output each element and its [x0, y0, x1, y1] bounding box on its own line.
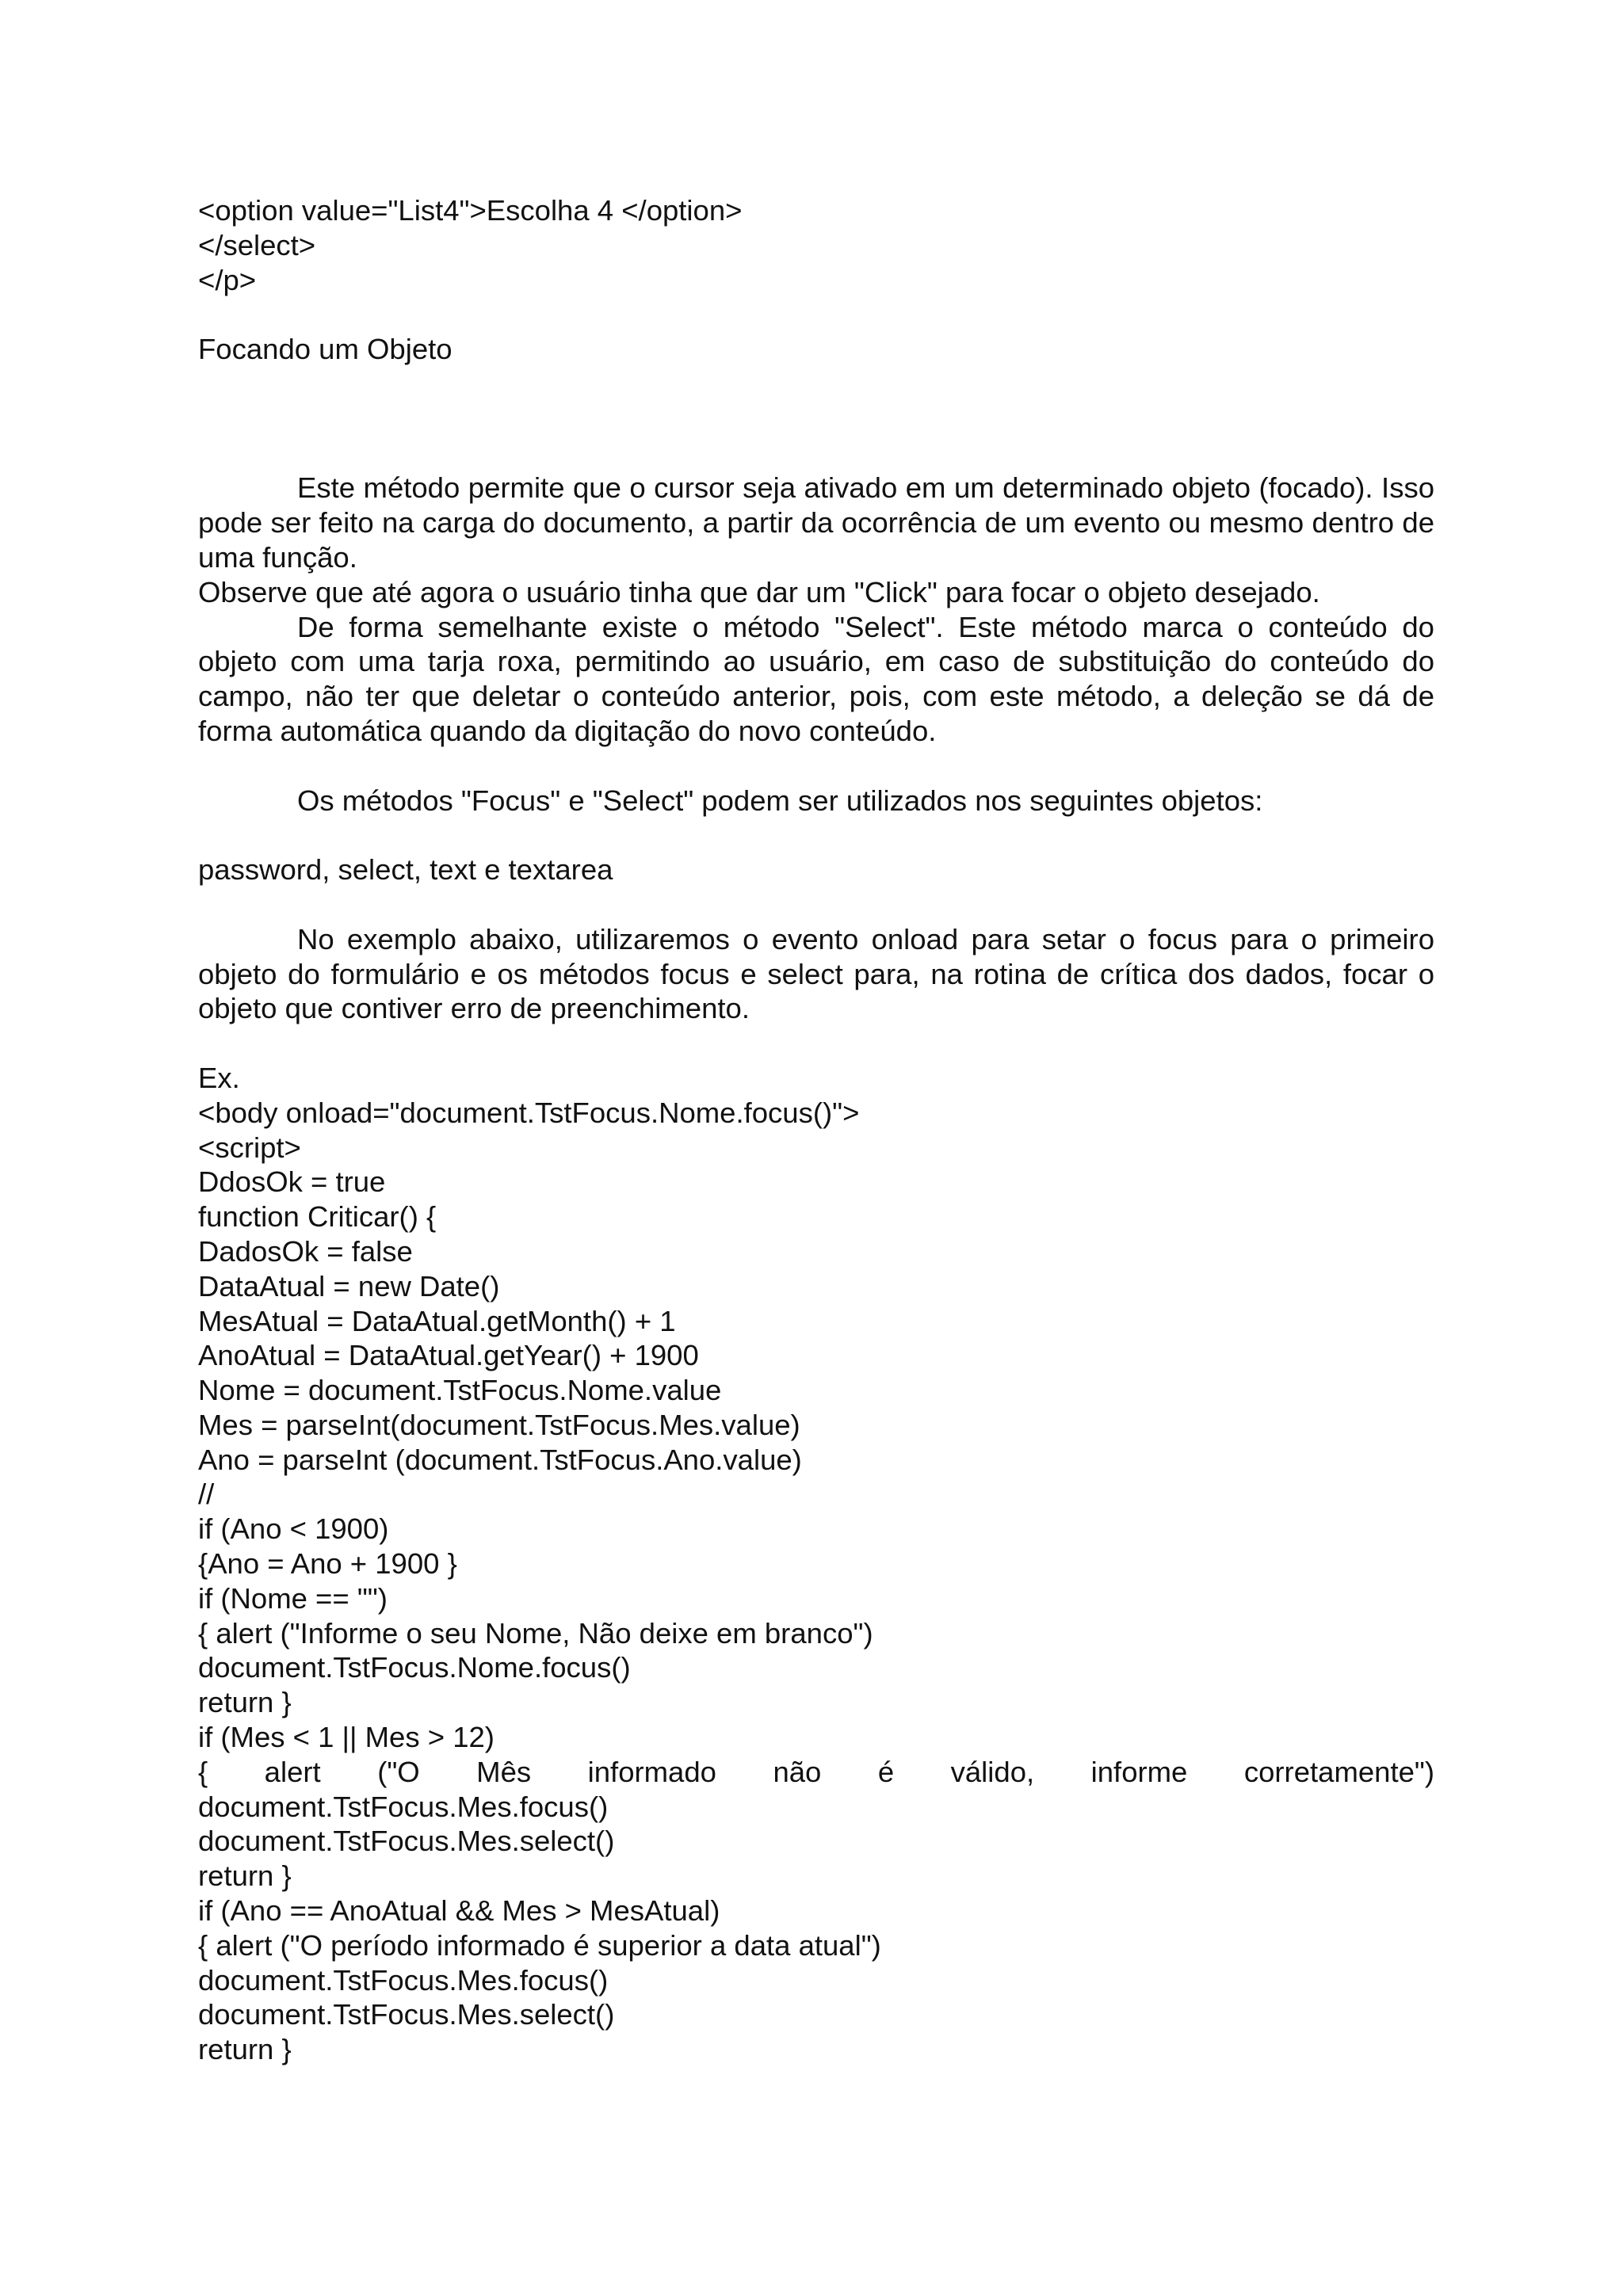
code-line: { alert ("O período informado é superior a data atual") — [198, 1928, 881, 1962]
code-line: document.TstFocus.Mes.select() — [198, 1825, 615, 1858]
code-line-justified: { alert ("O Mês informado não é válido, informe corretamente") — [198, 1755, 1434, 1788]
code-line: document.TstFocus.Nome.focus() — [198, 1651, 631, 1684]
code-line: if (Ano < 1900) — [198, 1512, 389, 1546]
code-line: document.TstFocus.Mes.focus() — [198, 1963, 609, 1997]
code-line: <option value="List4">Escolha 4 </option> — [198, 194, 743, 227]
paragraph: password, select, text e textarea — [198, 853, 613, 887]
code-line: if (Ano == AnoAtual && Mes > MesAtual) — [198, 1894, 720, 1928]
paragraph: No exemplo abaixo, utilizaremos o evento onload para setar o focus para o primeiro objeto do formulário e os métodos focus e select para, na rotina de crítica dos dados, focar o objeto que contiver erro de preenchimento. — [198, 922, 1434, 1025]
code-line: </p> — [198, 263, 257, 296]
code-line: return } — [198, 2033, 292, 2066]
section-title: Focando um Objeto — [198, 333, 453, 366]
spacer — [198, 749, 1434, 784]
spacer — [198, 887, 1434, 922]
code-line: DdosOk = true — [198, 1165, 386, 1199]
code-line: return } — [198, 1859, 292, 1893]
code-line: document.TstFocus.Mes.select() — [198, 1998, 615, 2031]
spacer — [198, 1026, 1434, 1061]
code-line: // — [198, 1478, 215, 1511]
code-line: DataAtual = new Date() — [198, 1269, 500, 1302]
code-line: {Ano = Ano + 1900 } — [198, 1547, 457, 1581]
code-line: document.TstFocus.Mes.focus() — [198, 1790, 609, 1823]
code-line: { alert ("Informe o seu Nome, Não deixe em branco") — [198, 1616, 873, 1650]
example-label: Ex. — [198, 1061, 240, 1094]
code-line: if (Mes < 1 || Mes > 12) — [198, 1721, 495, 1754]
code-line: if (Nome == "") — [198, 1581, 388, 1615]
code-line: function Criticar() { — [198, 1200, 437, 1234]
code-line: <body onload="document.TstFocus.Nome.focus()"> — [198, 1096, 860, 1129]
paragraph: De forma semelhante existe o método "Select". Este método marca o conteúdo do objeto com uma tarja roxa, permitindo ao usuário, em caso de substituição do conteúdo do campo, não ter que deletar o conteúdo anterior, pois, com este método, a deleção se dá de forma automática quando da digitação do novo conteúdo. — [198, 610, 1434, 747]
code-line: </select> — [198, 228, 316, 261]
spacer — [198, 297, 1434, 332]
code-line: return } — [198, 1686, 292, 1719]
code-line: Mes = parseInt(document.TstFocus.Mes.value) — [198, 1408, 800, 1441]
code-line: AnoAtual = DataAtual.getYear() + 1900 — [198, 1339, 699, 1372]
spacer — [198, 367, 1434, 471]
paragraph: Os métodos "Focus" e "Select" podem ser utilizados nos seguintes objetos: — [297, 784, 1263, 817]
example-code-block — [198, 1096, 1434, 2067]
code-line: Ano = parseInt (document.TstFocus.Ano.value) — [198, 1443, 802, 1476]
code-line: MesAtual = DataAtual.getMonth() + 1 — [198, 1304, 676, 1337]
header-code-block — [198, 193, 1434, 297]
document-page — [198, 193, 1434, 2067]
code-line: <script> — [198, 1131, 301, 1164]
spacer — [198, 818, 1434, 852]
code-line: DadosOk = false — [198, 1234, 413, 1268]
paragraph: Observe que até agora o usuário tinha que dar um "Click" para focar o objeto desejado. — [198, 575, 1320, 608]
code-line: Nome = document.TstFocus.Nome.value — [198, 1374, 722, 1407]
paragraph: Este método permite que o cursor seja ativado em um determinado objeto (focado). Isso pode ser feito na carga do documento, a partir da ocorrência de um evento ou mesmo dentro de uma função. — [198, 471, 1434, 574]
